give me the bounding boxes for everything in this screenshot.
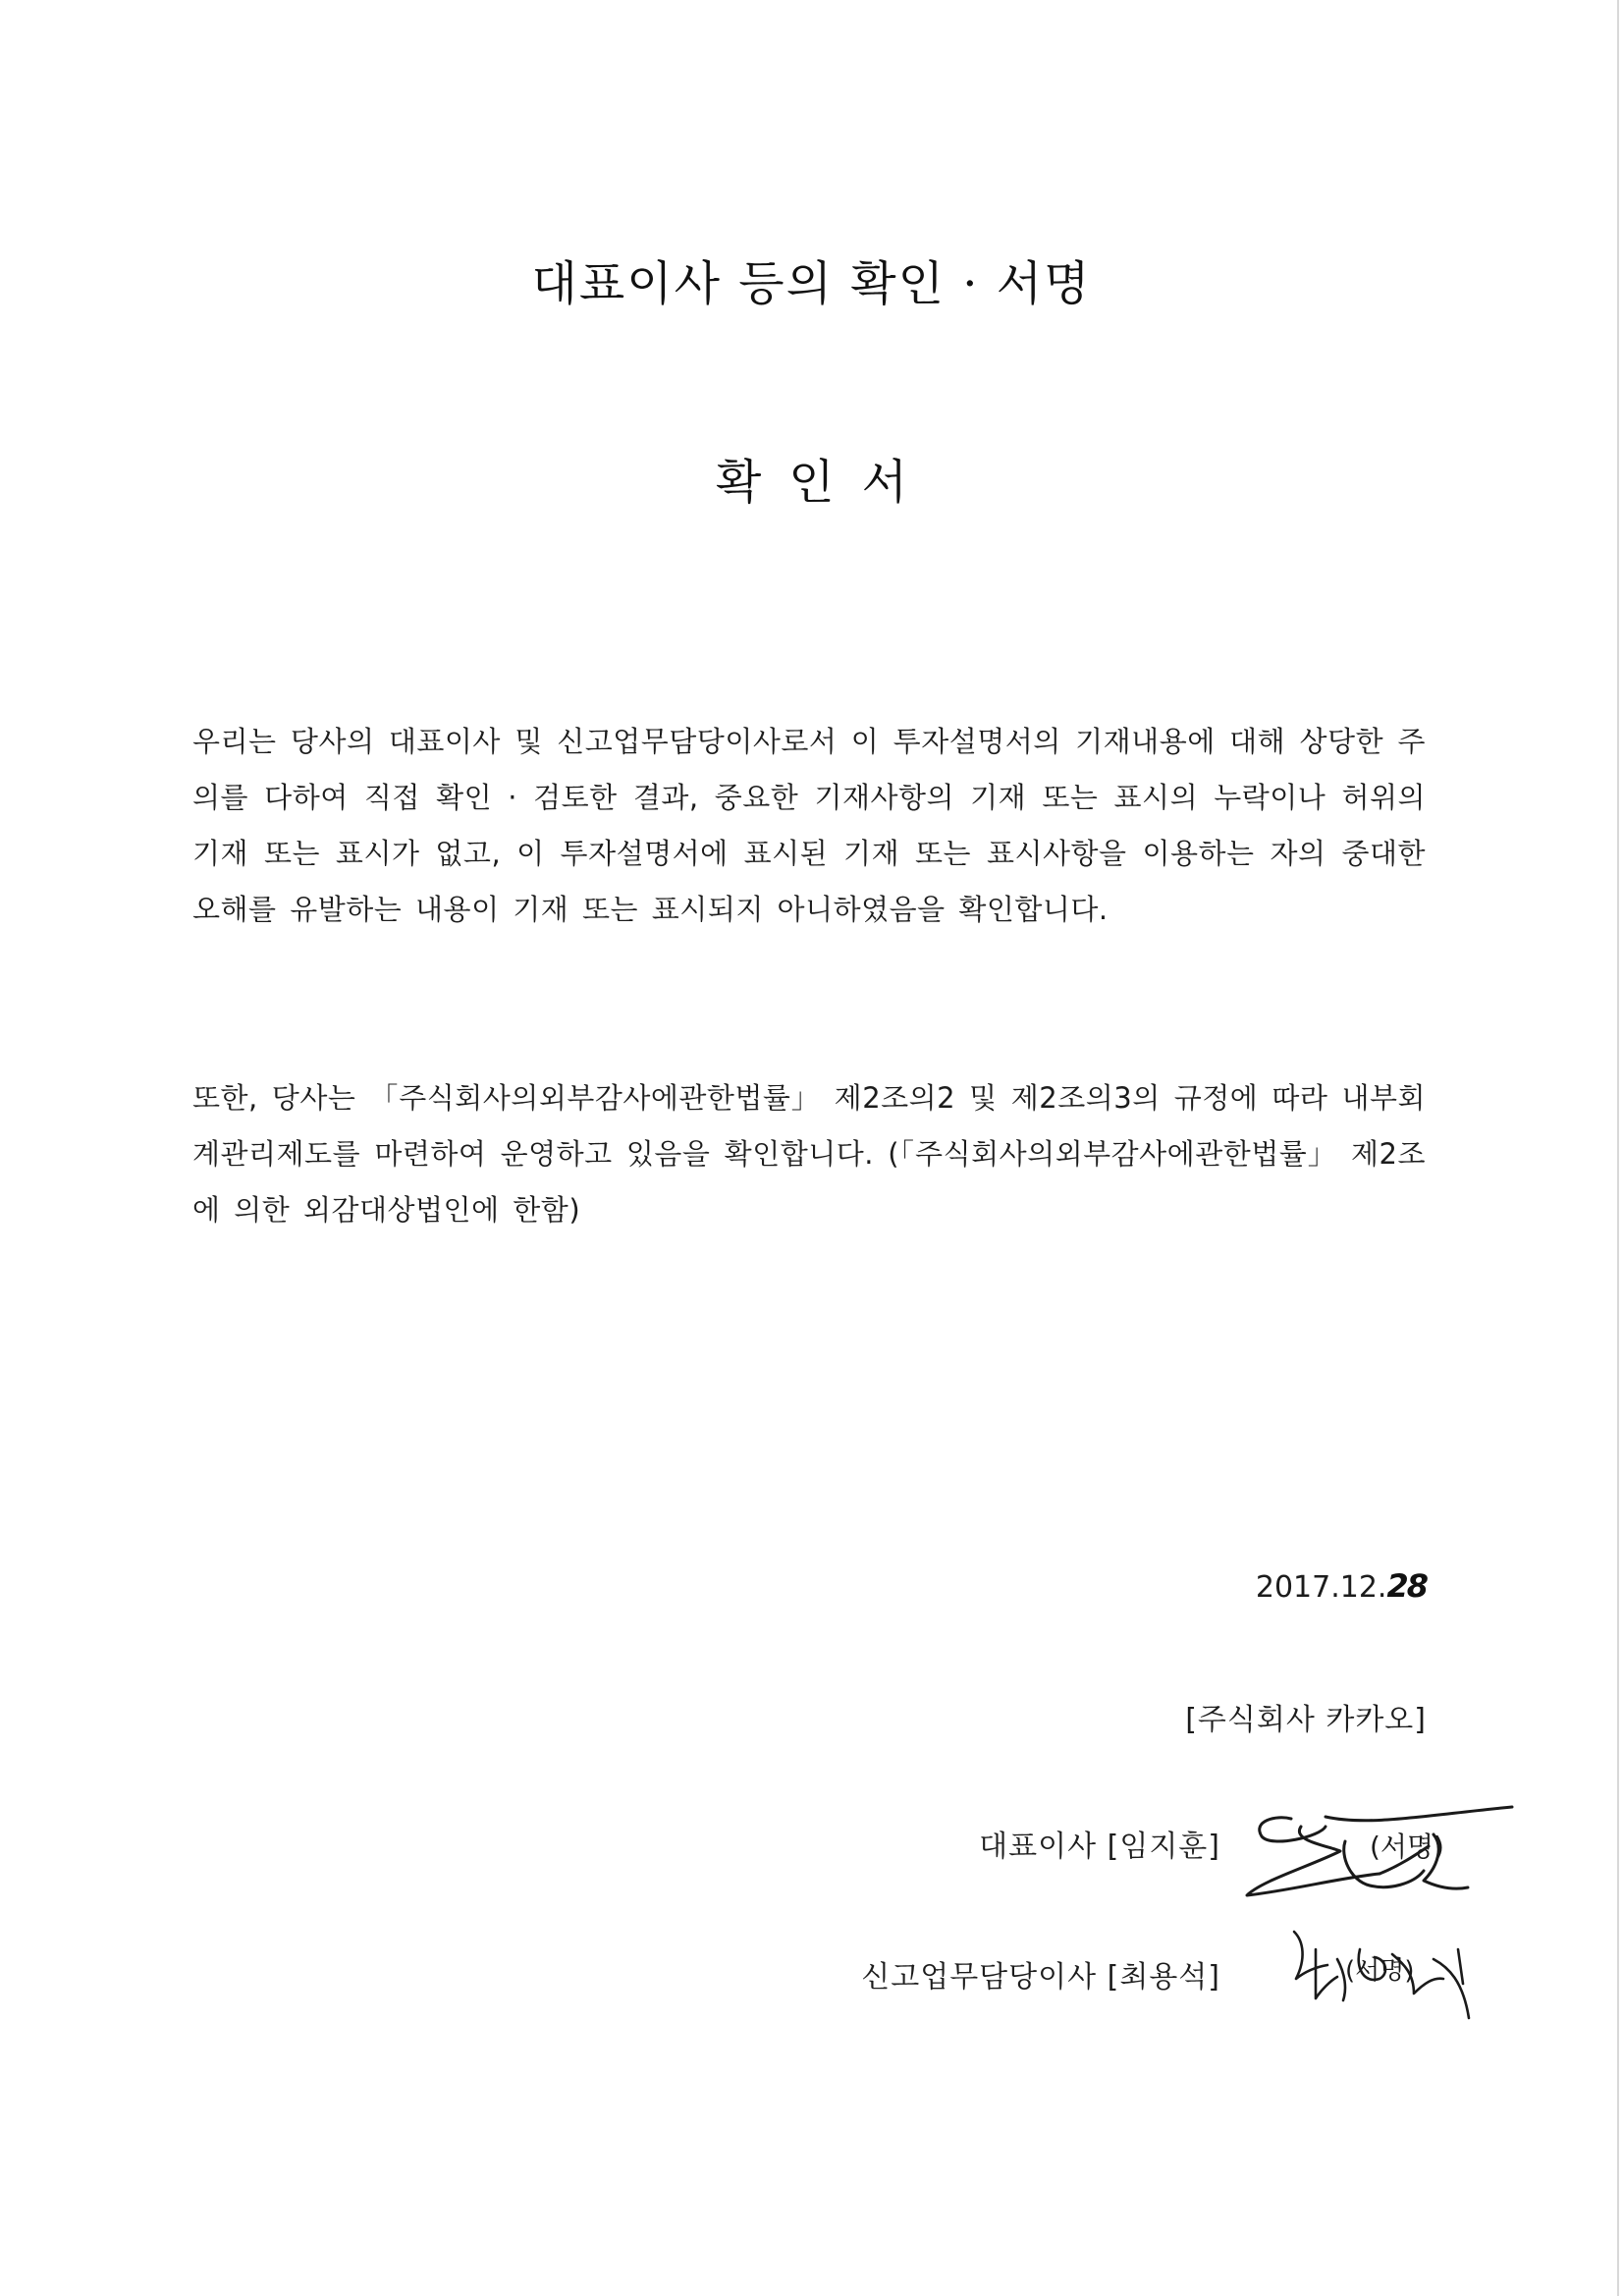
- director-signature-mark: (서명): [1345, 1956, 1415, 1986]
- signatory-reporting-director: [861, 1952, 1220, 1995]
- ceo-signature: [1232, 1797, 1517, 1915]
- document-date: [1256, 1567, 1427, 1605]
- signatory-name: [최용석]: [1107, 1960, 1220, 1995]
- ceo-signature-mark: (서명): [1370, 1831, 1444, 1863]
- date-printed: 2017.12.: [1255, 1570, 1387, 1605]
- signatory-ceo: [979, 1822, 1220, 1865]
- page-edge: [1617, 0, 1619, 2296]
- document-subtitle: 확인서: [715, 455, 936, 510]
- internal-control-paragraph: 또한, 당사는 「주식회사의외부감사에관한법률」 제2조의2 및 제2조의3의 규정에 따라 내부회계관리제도를 마련하여 운영하고 있음을 확인합니다. (「주식회사의외부감사에관한법률」 제2조에 의한 외감대상법인에 한함): [192, 1081, 1426, 1227]
- signatory-name: [임지훈]: [1107, 1830, 1220, 1864]
- signatory-role: 신고업무담당이사: [861, 1960, 1098, 1995]
- company-name: [주식회사 카카오]: [1185, 1703, 1427, 1737]
- director-signature: [1276, 1920, 1492, 2028]
- date-handwritten-day: 28: [1386, 1567, 1427, 1605]
- confirmation-paragraph: 우리는 당사의 대표이사 및 신고업무담당이사로서 이 투자설명서의 기재내용에 대해 상당한 주의를 다하여 직접 확인 · 검토한 결과, 중요한 기재사항의 기재 또는 표시의 누락이나 허위의 기재 또는 표시가 없고, 이 투자설명서에 표시된 기재 또는 표시사항을 이용하는 자의 중대한 오해를 유발하는 내용이 기재 또는 표시되지 아니하였음을 확인합니다.: [192, 725, 1426, 926]
- signatory-role: 대표이사: [979, 1830, 1098, 1864]
- document-title: 대표이사 등의 확인 · 서명: [531, 256, 1092, 311]
